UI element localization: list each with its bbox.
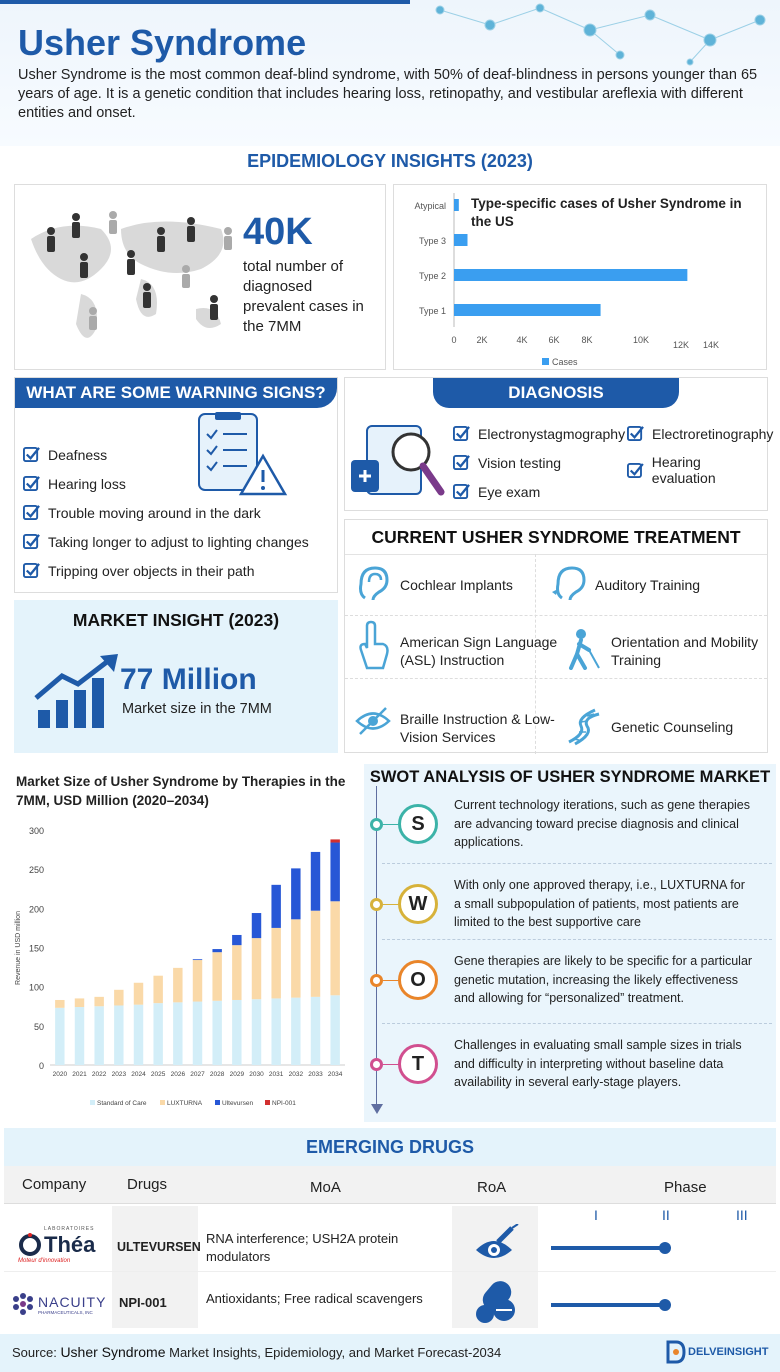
drug-moa: Antioxidants; Free radical scavengers [206, 1291, 423, 1306]
bar-segment-luxturna [311, 911, 320, 997]
treatment-item: American Sign Language (ASL) Instruction [400, 634, 558, 668]
intro-text: Usher Syndrome is the most common deaf-blind syndrome, with 50% of deaf-blindness in persons younger than 65 years of age. It is a genetic condition that includes hearing loss, retinopathy, and vestibular areflexia with different entities and onset. [18, 67, 758, 121]
legend-label: Cases [552, 357, 578, 367]
bar-segment-ultevursen [193, 959, 202, 960]
sign-language-hand-icon [353, 620, 393, 672]
thea-logo-sub: Moteur d'innovation [18, 1258, 71, 1264]
legend-swatch [215, 1100, 220, 1105]
x-tick-label: 2032 [288, 1071, 304, 1078]
bar-type-2 [454, 269, 687, 281]
treatment-item: Orientation and Mobility Training [611, 634, 759, 668]
low-vision-eye-icon [355, 706, 391, 736]
company-name: Théa [44, 1232, 96, 1257]
molecule-decoration [420, 0, 780, 70]
y-tick-label: 250 [28, 865, 44, 876]
diagnosis-item [453, 483, 540, 500]
y-tick-label: 300 [28, 826, 44, 836]
treatment-card [344, 519, 768, 753]
x-tick-label: 12K [672, 340, 690, 350]
oral-pills-icon [474, 1280, 516, 1324]
swot-timeline-dot [370, 818, 383, 831]
warning-list [23, 440, 309, 585]
y-tick-label: 150 [28, 943, 44, 954]
col-company: Company [22, 1176, 87, 1193]
type-chart-card [393, 184, 767, 370]
bar-segment-standard-of-care [134, 1005, 143, 1065]
warning-item [23, 527, 309, 556]
bar-segment-luxturna [114, 990, 123, 1006]
warning-item [23, 556, 309, 585]
footer-source [12, 1344, 501, 1360]
bar-segment-standard-of-care [173, 1002, 182, 1065]
warning-card [14, 377, 338, 593]
walking-cane-icon [563, 628, 603, 670]
delveinsight-logo-mark [666, 1340, 686, 1364]
swot-timeline-dot [370, 898, 383, 911]
bar-segment-luxturna [271, 928, 280, 998]
epi-caption: total number of diagnosed prevalent cases in the 7MM [243, 258, 364, 335]
bar-segment-standard-of-care [252, 999, 261, 1065]
bar-atypical [454, 199, 459, 211]
swot-text: With only one approved therapy, i.e., LUXTURNA for a small subpopulation of patients, most patients are limited to the best supportive care [454, 878, 745, 929]
epi-title: EPIDEMIOLOGY INSIGHTS (2023) [247, 151, 533, 171]
bar-segment-standard-of-care [330, 995, 339, 1065]
diagnosis-item-label: Electroretinography [652, 425, 774, 442]
diagnosis-item-label: Eye exam [478, 483, 541, 500]
swot-text: Gene therapies are likely to be specific for a particular genetic mutation, increasing the likely effectiveness and allowing for “personalized” treatment. [454, 954, 753, 1005]
warning-item [23, 469, 309, 498]
swot-title: SWOT ANALYSIS OF USHER SYNDROME MARKET [369, 768, 771, 786]
swot-connector [383, 824, 399, 825]
treatment-title: CURRENT USHER SYNDROME TREATMENT [371, 527, 741, 547]
swot-letter: O [398, 960, 438, 1000]
epi-card [14, 184, 386, 370]
bar-segment-standard-of-care [212, 1001, 221, 1065]
ear-icon [355, 564, 389, 604]
world-map-people-icon [21, 199, 241, 359]
x-tick-label: 8K [581, 335, 593, 345]
x-tick-label: 2034 [327, 1071, 343, 1078]
swot-letter: S [398, 804, 438, 844]
drugs-header-row [4, 1166, 776, 1204]
drugs-title: EMERGING DRUGS [305, 1137, 474, 1157]
bar-segment-ultevursen [252, 913, 261, 938]
bar-segment-ultevursen [311, 852, 320, 911]
type-chart-title: Type-specific cases of Usher Syndrome in the US [471, 196, 742, 229]
bar-segment-luxturna [94, 997, 103, 1006]
legend-label: Ultevursen [222, 1100, 254, 1107]
bar-segment-luxturna [134, 983, 143, 1005]
swot-letter: T [398, 1044, 438, 1084]
market-caption: Market size in the 7MM [122, 701, 272, 717]
swot-text: Challenges in evaluating small sample sizes in trials and difficulty in interpreting without baseline data availability in several early-stage players. [454, 1038, 742, 1089]
x-tick-label: 2020 [52, 1071, 68, 1078]
epi-big-number: 40K [243, 211, 313, 253]
bar-segment-luxturna [212, 952, 221, 1001]
diagnosis-title: DIAGNOSIS [433, 378, 679, 408]
thea-logo [18, 1226, 108, 1270]
x-tick-label: 2K [476, 335, 488, 345]
bar-segment-ultevursen [232, 935, 241, 945]
swot-timeline-dot [370, 1058, 383, 1071]
market-chart-title: Market Size of Usher Syndrome by Therapies in the 7MM, USD Million (2020–2034) [16, 774, 346, 808]
swot-divider [382, 939, 772, 940]
warning-item-label: Taking longer to adjust to lighting changes [48, 533, 309, 550]
source-label: Source: [12, 1345, 57, 1360]
auditory-ear-icon [550, 564, 586, 604]
bar-type-1 [454, 304, 601, 316]
y-tick-label: 50 [33, 1021, 44, 1032]
y-tick-label: 100 [28, 982, 44, 993]
swot-divider [382, 1023, 772, 1024]
market-card [14, 600, 338, 753]
warning-title: WHAT ARE SOME WARNING SIGNS? [15, 378, 337, 408]
eye-injection-icon [474, 1224, 520, 1264]
warning-item-label: Tripping over objects in their path [48, 562, 255, 579]
swot-timeline-dot [370, 974, 383, 987]
diagnosis-item [627, 454, 767, 486]
bar-segment-standard-of-care [193, 1002, 202, 1065]
legend-label: Standard of Care [97, 1100, 147, 1107]
x-tick-label: 2021 [72, 1071, 87, 1078]
x-tick-label: 4K [516, 335, 528, 345]
treatment-item: Cochlear Implants [400, 577, 513, 593]
x-tick-label: 2024 [131, 1071, 146, 1078]
bar-segment-standard-of-care [55, 1008, 64, 1065]
bar-segment-ultevursen [330, 843, 339, 902]
phase-label: I [594, 1207, 598, 1223]
check-icon [23, 475, 40, 492]
bar-segment-standard-of-care [114, 1005, 123, 1065]
check-icon [453, 483, 470, 500]
nacuity-logo [10, 1288, 112, 1320]
check-icon [627, 425, 644, 442]
warning-item-label: Trouble moving around in the dark [48, 504, 261, 521]
bar-segment-standard-of-care [271, 998, 280, 1065]
swot-card [364, 764, 776, 1122]
bar-segment-luxturna [153, 976, 162, 1003]
phase-label: III [736, 1207, 748, 1223]
bar-segment-standard-of-care [232, 1000, 241, 1065]
legend-swatch [160, 1100, 165, 1105]
legend-swatch [542, 358, 549, 365]
col-drugs: Drugs [127, 1176, 168, 1193]
y-tick-label: 200 [28, 904, 44, 915]
phase-progress-bar [551, 1303, 665, 1307]
check-icon [627, 462, 644, 479]
timeline-arrow-icon [371, 1104, 383, 1114]
check-icon [453, 425, 470, 442]
bar-segment-luxturna [330, 901, 339, 995]
diagnosis-item-label: Vision testing [478, 454, 562, 471]
delveinsight-logo [666, 1340, 768, 1364]
x-tick-label: 10K [632, 335, 650, 345]
phase-label: II [662, 1207, 670, 1223]
diagnosis-clipboard-magnifier-icon [349, 422, 447, 500]
diagnosis-item [627, 425, 773, 442]
market-size-chart [10, 820, 356, 1115]
legend-swatch [265, 1100, 270, 1105]
treatment-item: Genetic Counseling [611, 719, 734, 735]
swot-connector [383, 980, 399, 981]
y-tick-label: 0 [38, 1061, 44, 1071]
source-rest: Market Insights, Epidemiology, and Market Forecast-2034 [169, 1345, 502, 1360]
treatment-item: Auditory Training [595, 577, 701, 593]
bar-segment-ultevursen [212, 949, 221, 952]
bar-segment-luxturna [55, 1000, 64, 1008]
bar-segment-luxturna [193, 960, 202, 1002]
bar-segment-luxturna [252, 938, 261, 999]
diagnosis-item [453, 425, 625, 442]
warning-item [23, 440, 309, 469]
swot-letter: W [398, 884, 438, 924]
bar-segment-ultevursen [271, 885, 280, 928]
diagnosis-item-label: Electronystagmography [478, 425, 626, 442]
market-title: MARKET INSIGHT (2023) [72, 610, 280, 630]
swot-divider [382, 863, 772, 864]
check-icon [453, 454, 470, 471]
bar-segment-luxturna [232, 945, 241, 1000]
bar-segment-standard-of-care [291, 998, 300, 1065]
col-phase: Phase [664, 1179, 707, 1196]
y-tick-label: Type 1 [418, 306, 446, 316]
bar-segment-npi-001 [330, 839, 339, 842]
diagnosis-item-label: Hearing evaluation [651, 454, 716, 486]
warning-item-label: Hearing loss [48, 475, 126, 492]
check-icon [23, 446, 40, 463]
bar-segment-standard-of-care [94, 1006, 103, 1065]
warning-item-label: Deafness [48, 446, 108, 463]
phase-progress-dot [659, 1242, 671, 1254]
thea-logo-top: LABORATOIRES [44, 1226, 95, 1232]
phase-progress-dot [659, 1299, 671, 1311]
legend-label: NPI-001 [272, 1100, 296, 1107]
thea-logo-mark [18, 1233, 42, 1257]
bar-segment-luxturna [291, 919, 300, 997]
x-tick-label: 2033 [308, 1071, 323, 1078]
growth-chart-icon [34, 654, 126, 730]
x-tick-label: 2025 [150, 1071, 166, 1078]
bar-type-3 [454, 234, 468, 246]
phase-progress-bar [551, 1246, 665, 1250]
drug-name: ULTEVURSEN [117, 1240, 201, 1254]
x-tick-label: 2026 [170, 1071, 186, 1078]
company-name: NACUITY [38, 1293, 107, 1310]
y-tick-label: Type 2 [418, 271, 446, 281]
x-tick-label: 2028 [209, 1071, 225, 1078]
swot-connector [383, 904, 399, 905]
y-tick-label: Type 3 [418, 236, 446, 246]
top-accent [0, 0, 410, 4]
nacuity-logo-mark [10, 1291, 36, 1317]
bar-segment-standard-of-care [153, 1003, 162, 1065]
legend-label: LUXTURNA [167, 1100, 203, 1107]
check-icon [23, 533, 40, 550]
diagnosis-item [453, 454, 561, 471]
source-bold: Usher Syndrome [60, 1344, 166, 1360]
diagnosis-card [344, 377, 774, 511]
y-tick-label: Atypical [414, 201, 446, 211]
warning-item [23, 498, 309, 527]
x-tick-label: 2027 [190, 1071, 205, 1078]
x-tick-label: 2022 [91, 1071, 107, 1078]
bar-segment-luxturna [173, 968, 182, 1002]
legend-swatch [90, 1100, 95, 1105]
check-icon [23, 562, 40, 579]
x-tick-label: 6K [548, 335, 560, 345]
bar-segment-luxturna [75, 998, 84, 1007]
brand-name: DELVEINSIGHT [688, 1346, 769, 1358]
drug-moa: RNA interference; USH2A protein modulators [206, 1231, 399, 1264]
dna-icon [565, 708, 601, 746]
col-roa: RoA [477, 1179, 507, 1196]
x-tick-label: 2029 [229, 1071, 245, 1078]
x-tick-label: 2030 [249, 1071, 264, 1078]
swot-text: Current technology iterations, such as gene therapies are advancing toward precise diagnosis and clinical applications. [454, 798, 751, 849]
treatment-item: Braille Instruction & Low-Vision Services [400, 711, 555, 745]
col-moa: MoA [310, 1179, 341, 1196]
x-tick-label: 2031 [268, 1071, 284, 1078]
swot-connector [383, 1064, 399, 1065]
page-title: Usher Syndrome [18, 22, 307, 63]
bar-segment-standard-of-care [311, 997, 320, 1065]
market-value: 77 Million [120, 663, 257, 696]
nacuity-logo-sub: PHARMACEUTICALS, INC [38, 1309, 93, 1315]
bar-segment-standard-of-care [75, 1007, 84, 1065]
check-icon [23, 504, 40, 521]
drug-name: NPI-001 [119, 1295, 167, 1310]
x-tick-label: 2023 [111, 1071, 127, 1078]
bar-segment-ultevursen [291, 868, 300, 919]
x-tick-label: 0 [451, 335, 457, 345]
y-axis-label: Revenue in USD million [15, 911, 22, 985]
x-tick-label: 14K [702, 340, 720, 350]
